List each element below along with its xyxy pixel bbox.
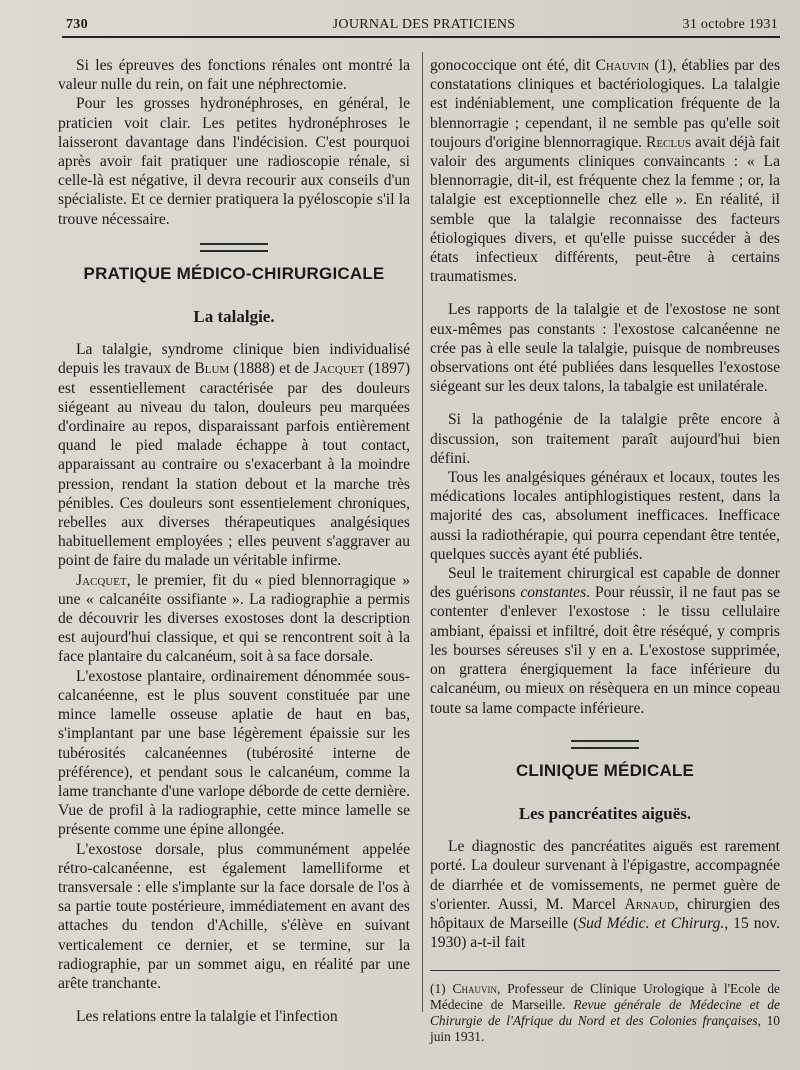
text-run: . Pour réussir, il ne faut pas se contenter d'enlever l'exostose : le tissu cellulaire ambiant, épaissi et infiltré, doit être réséqué, y compris les bourses séreuses s'il y en a. L'exostose supprimée, on grattera énergiquement la face inférieure du calcanéum, ou mieux on résèquera en un mince copeau toute sa lame compacte inférieure.: [430, 584, 780, 717]
footnote-rule: [430, 970, 780, 971]
article-title: La talalgie.: [193, 307, 275, 327]
right-column: [430, 56, 780, 1045]
author-name: Jacquet: [313, 360, 365, 378]
text-run: avait déjà fait valoir des arguments cliniques convaincants : « La blennorragie, dit-il, est fréquente chez la femme ; or, la talalgie est exceptionnelle chez elle ». En réalité, il semble que la talalgie reconnaisse des facteurs étiologiques divers, et qu'elle puisse succéder à des états infectieux différents, peut-être à certains traumatismes.: [430, 133, 780, 286]
text-run: gonococcique ont été, dit: [430, 57, 596, 74]
text-run: (1), établies par des constatations cliniques et bactériologiques. La talalgie est indéniablement, une complication fréquente de la blennorragie ; cependant, il ne semble pas qu'elle soit toujours d'origine blennorragique.: [430, 57, 781, 151]
section-heading: PRATIQUE MÉDICO-CHIRURGICALE: [83, 263, 385, 283]
column-divider: [422, 52, 423, 1012]
article-title: Les pancréatites aiguës.: [518, 803, 692, 823]
issue-date: 31 octobre 1931: [682, 17, 778, 32]
emphasis: Revue générale de Médecine et de Chirurgie de l'Afrique du Nord et des Colonies françaises: [430, 997, 780, 1028]
paragraph: [58, 340, 410, 570]
header-rule: [62, 36, 780, 38]
page-header: [66, 14, 782, 36]
author-name: Chauvin: [595, 57, 650, 74]
paragraph: Les rapports de la talalgie et de l'exostose ne sont eux-mêmes pas constants : l'exostose calcanéenne ne crée pas à elle seule la talalgie, puisque de nombreuses observations ont été publiées dans lesquelles l'exostose siégeant sur les deux talons, la tabalgie est unilatérale.: [430, 301, 780, 396]
paragraph: [58, 571, 410, 667]
section-heading: CLINIQUE MÉDICALE: [515, 760, 695, 780]
text-run: (1897) est essentiellement caractérisée par des douleurs siégeant au niveau du talon, douleurs peu marquées d'ordinaire au repos, disparaissant parfois entièrement quand le pied malade échappe à tout contact, apparaissant au contraire ou s'exacerbant à la moindre pression, rendant la station debout et la marche très pénibles. Ces douleurs sont essentielement chroniques, rebelles aux diverses thérapeutiques analgésiques habituellement employées ; elles peuvent s'aggraver au point de faire du malade un véritable infirme.: [58, 360, 411, 570]
section-separator: [571, 740, 639, 749]
footnote: [430, 981, 780, 1044]
spacer: [430, 396, 780, 410]
spacer: [58, 993, 410, 1007]
text-run: La talalgie, syndrome clinique bien individualisé depuis les travaux de: [58, 341, 410, 378]
footnote-number: (1): [430, 981, 453, 997]
paragraph: Les relations entre la talalgie et l'infection: [76, 1008, 338, 1026]
paragraph: L'exostose dorsale, plus communément appelée rétro-calcanéenne, est également lamelliforme et transversale : elle s'implante sur la face dorsale de l'os à sa partie toute postérieure, immédiatement en avant des attaches du tendon d'Achille, s'élève en suivant verticalement ce dernier, et se termine, sur la radiographie, par un sommet aigu, en réalité par une arête tranchante.: [58, 840, 410, 992]
page-number: 730: [66, 17, 88, 32]
text-run: Seul le traitement chirurgical est capable de donner des guérisons: [430, 565, 780, 602]
text-run: , le premier, fit du « pied blennorragique » une « calcanéite ossifiante ». La radiographie a permis de découvrir les diverses exostoses dont la description est aujourd'hui classique, et qui se rencontrent soit à la face plantaire du calcanéum, soit à sa face dorsale.: [58, 571, 410, 666]
author-name: Jacquet: [76, 571, 127, 589]
text-run: , chirurgien des hôpitaux de Marseille (: [430, 895, 780, 932]
paragraph: [430, 56, 780, 286]
paragraph: [430, 564, 780, 718]
left-column: [58, 56, 410, 1026]
text-run: , 10 juin 1931.: [430, 1012, 780, 1044]
section-separator: [200, 243, 268, 252]
paragraph: Si la pathogénie de la talalgie prête encore à discussion, son traitement paraît aujourd'hui bien défini.: [430, 411, 780, 467]
paragraph: [430, 837, 780, 952]
paragraph: Si les épreuves des fonctions rénales ont montré la valeur nulle du rein, on fait une néphrectomie.: [58, 57, 410, 94]
text-run: (1888) et de: [229, 360, 314, 378]
text-run: , 15 nov. 1930) a-t-il fait: [430, 914, 780, 952]
emphasis: constantes: [520, 584, 587, 602]
author-name: Blum: [194, 360, 230, 378]
paragraph: Pour les grosses hydronéphroses, en général, le praticien voit clair. Les petites hydronéphroses le laisseront davantage dans l'indécision. C'est pourquoi après avoir fait pratiquer une radioscopie rénale, si celle-là est négative, il devra recourir aux conseils d'un spécialiste. Et ce dernier pratiquera la pyéloscopie s'il la trouve nécessaire.: [58, 95, 410, 228]
emphasis: Sud Médic. et Chirurg.: [578, 914, 725, 932]
paragraph: Tous les analgésiques généraux et locaux, toutes les médications locales antiphlogistiques restent, dans la majorité des cas, absolument inefficaces. Inefficace aussi la radiothérapie, qui pourra cependant être tentée, quelques succès ayant été publiés.: [430, 469, 780, 563]
text-run: Le diagnostic des pancréatites aiguës est rarement porté. La douleur survenant à l'épigastre, accompagnée de diarrhée et de vomissements, ne permet guère de s'orienter. Aussi, M. Marcel: [430, 838, 780, 913]
author-name: Reclus: [645, 133, 692, 151]
text-run: , Professeur de Clinique Urologique à l'Ecole de Médecine de Marseille.: [430, 981, 780, 1013]
author-name: Chauvin: [452, 981, 497, 997]
spacer: [430, 286, 780, 300]
paragraph: L'exostose plantaire, ordinairement dénommée sous-calcanéenne, est le plus souvent constituée par une mince lamelle osseuse aplatie de haut en bas, s'implantant par une base légèrement épaissie sur les tubérosités calcanéennes (tubérosité interne de préférence), et pendant sous le calcanéum, comme la lame tranchante d'une varlope déborde de cette dernière. Vue de profil à la radiographie, cette mince lamelle se présente comme une épine allongée.: [58, 667, 410, 839]
journal-title: JOURNAL DES PRATICIENS: [332, 17, 516, 32]
author-name: Arnaud: [624, 895, 675, 913]
